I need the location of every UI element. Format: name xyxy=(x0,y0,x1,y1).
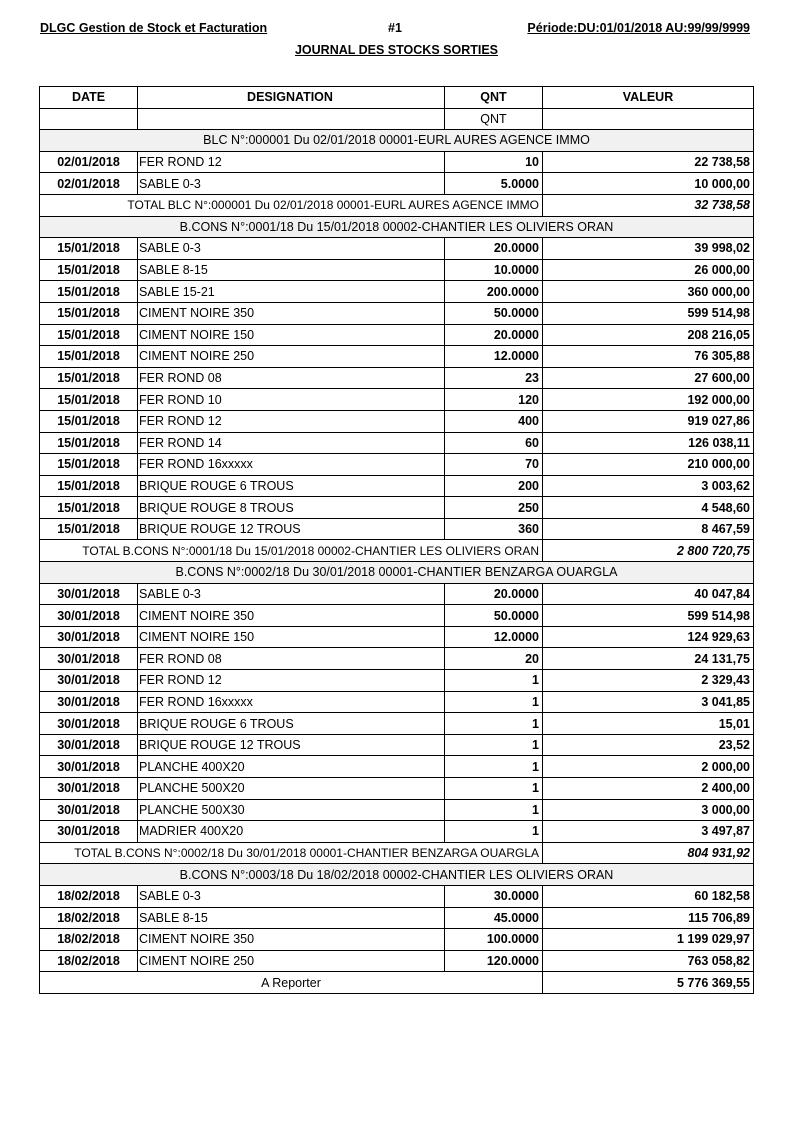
row-date: 30/01/2018 xyxy=(40,626,138,648)
row-qnt: 12.0000 xyxy=(445,346,543,368)
column-subheader-row xyxy=(40,108,754,130)
section-total-row xyxy=(40,540,754,562)
row-designation: PLANCHE 500X20 xyxy=(138,778,445,800)
document-section-header xyxy=(40,216,754,238)
section-total-value: 32 738,58 xyxy=(543,194,754,216)
row-valeur: 4 548,60 xyxy=(543,497,754,519)
section-title: B.CONS N°:0003/18 Du 18/02/2018 00002-CHANTIER LES OLIVIERS ORAN xyxy=(40,864,754,886)
row-valeur: 360 000,00 xyxy=(543,281,754,303)
row-valeur: 919 027,86 xyxy=(543,410,754,432)
row-date: 15/01/2018 xyxy=(40,432,138,454)
row-date: 18/02/2018 xyxy=(40,907,138,929)
row-qnt: 20 xyxy=(445,648,543,670)
row-qnt: 1 xyxy=(445,756,543,778)
row-designation: CIMENT NOIRE 150 xyxy=(138,324,445,346)
row-designation: SABLE 8-15 xyxy=(138,259,445,281)
row-date: 18/02/2018 xyxy=(40,950,138,972)
row-qnt: 1 xyxy=(445,799,543,821)
row-designation: PLANCHE 500X30 xyxy=(138,799,445,821)
row-valeur: 124 929,63 xyxy=(543,626,754,648)
row-qnt: 1 xyxy=(445,734,543,756)
row-valeur: 8 467,59 xyxy=(543,518,754,540)
row-designation: BRIQUE ROUGE 12 TROUS xyxy=(138,734,445,756)
row-qnt: 1 xyxy=(445,713,543,735)
row-valeur: 1 199 029,97 xyxy=(543,929,754,951)
table-row xyxy=(40,648,754,670)
row-valeur: 3 000,00 xyxy=(543,799,754,821)
table-row xyxy=(40,302,754,324)
report-value: 5 776 369,55 xyxy=(543,972,754,994)
table-row xyxy=(40,799,754,821)
subheader-empty xyxy=(543,108,754,130)
row-date: 15/01/2018 xyxy=(40,367,138,389)
row-designation: FER ROND 08 xyxy=(138,648,445,670)
row-valeur: 60 182,58 xyxy=(543,885,754,907)
row-qnt: 1 xyxy=(445,670,543,692)
row-valeur: 2 000,00 xyxy=(543,756,754,778)
section-title: B.CONS N°:0002/18 Du 30/01/2018 00001-CHANTIER BENZARGA OUARGLA xyxy=(40,562,754,584)
section-total-value: 2 800 720,75 xyxy=(543,540,754,562)
row-qnt: 400 xyxy=(445,410,543,432)
table-row xyxy=(40,821,754,843)
row-designation: FER ROND 16xxxxx xyxy=(138,691,445,713)
row-designation: SABLE 0-3 xyxy=(138,583,445,605)
row-qnt: 70 xyxy=(445,454,543,476)
row-qnt: 200 xyxy=(445,475,543,497)
table-row xyxy=(40,173,754,195)
table-row xyxy=(40,518,754,540)
document-section-header xyxy=(40,130,754,152)
row-date: 02/01/2018 xyxy=(40,173,138,195)
row-date: 02/01/2018 xyxy=(40,151,138,173)
row-designation: CIMENT NOIRE 350 xyxy=(138,302,445,324)
row-designation: SABLE 0-3 xyxy=(138,885,445,907)
row-designation: CIMENT NOIRE 350 xyxy=(138,929,445,951)
row-valeur: 763 058,82 xyxy=(543,950,754,972)
row-designation: SABLE 0-3 xyxy=(138,238,445,260)
column-header-valeur: VALEUR xyxy=(543,87,754,109)
row-date: 15/01/2018 xyxy=(40,518,138,540)
row-designation: PLANCHE 400X20 xyxy=(138,756,445,778)
row-qnt: 200.0000 xyxy=(445,281,543,303)
table-row xyxy=(40,605,754,627)
section-total-label: TOTAL B.CONS N°:0001/18 Du 15/01/2018 00002-CHANTIER LES OLIVIERS ORAN xyxy=(40,540,543,562)
document-section-header xyxy=(40,562,754,584)
section-total-label: TOTAL BLC N°:000001 Du 02/01/2018 00001-EURL AURES AGENCE IMMO xyxy=(40,194,543,216)
table-row xyxy=(40,475,754,497)
row-designation: CIMENT NOIRE 250 xyxy=(138,346,445,368)
table-row xyxy=(40,324,754,346)
row-date: 30/01/2018 xyxy=(40,734,138,756)
row-valeur: 2 329,43 xyxy=(543,670,754,692)
row-designation: FER ROND 12 xyxy=(138,151,445,173)
section-total-row xyxy=(40,842,754,864)
row-qnt: 1 xyxy=(445,691,543,713)
row-date: 30/01/2018 xyxy=(40,648,138,670)
report-row xyxy=(40,972,754,994)
row-qnt: 20.0000 xyxy=(445,324,543,346)
row-designation: SABLE 8-15 xyxy=(138,907,445,929)
row-valeur: 3 497,87 xyxy=(543,821,754,843)
table-row xyxy=(40,410,754,432)
row-valeur: 26 000,00 xyxy=(543,259,754,281)
table-row xyxy=(40,238,754,260)
journal-title: JOURNAL DES STOCKS SORTIES xyxy=(294,43,499,57)
table-row xyxy=(40,885,754,907)
row-date: 15/01/2018 xyxy=(40,281,138,303)
row-designation: CIMENT NOIRE 250 xyxy=(138,950,445,972)
row-date: 30/01/2018 xyxy=(40,756,138,778)
column-header-row xyxy=(40,87,754,109)
row-valeur: 15,01 xyxy=(543,713,754,735)
row-qnt: 360 xyxy=(445,518,543,540)
table-row xyxy=(40,281,754,303)
row-designation: BRIQUE ROUGE 8 TROUS xyxy=(138,497,445,519)
table-row xyxy=(40,907,754,929)
table-row xyxy=(40,497,754,519)
row-qnt: 10.0000 xyxy=(445,259,543,281)
row-date: 30/01/2018 xyxy=(40,778,138,800)
row-qnt: 60 xyxy=(445,432,543,454)
row-designation: FER ROND 08 xyxy=(138,367,445,389)
row-designation: CIMENT NOIRE 150 xyxy=(138,626,445,648)
row-date: 30/01/2018 xyxy=(40,691,138,713)
table-row xyxy=(40,950,754,972)
row-date: 15/01/2018 xyxy=(40,389,138,411)
row-qnt: 100.0000 xyxy=(445,929,543,951)
table-row xyxy=(40,670,754,692)
report-label: A Reporter xyxy=(40,972,543,994)
subheader-empty xyxy=(40,108,138,130)
row-date: 15/01/2018 xyxy=(40,454,138,476)
row-valeur: 3 041,85 xyxy=(543,691,754,713)
row-qnt: 250 xyxy=(445,497,543,519)
row-designation: BRIQUE ROUGE 6 TROUS xyxy=(138,475,445,497)
row-date: 30/01/2018 xyxy=(40,799,138,821)
row-valeur: 24 131,75 xyxy=(543,648,754,670)
journal-table xyxy=(39,86,754,994)
period-range: Période:DU:01/01/2018 AU:99/99/9999 xyxy=(527,21,750,35)
row-date: 15/01/2018 xyxy=(40,475,138,497)
row-designation: BRIQUE ROUGE 12 TROUS xyxy=(138,518,445,540)
row-date: 18/02/2018 xyxy=(40,929,138,951)
row-valeur: 115 706,89 xyxy=(543,907,754,929)
table-row xyxy=(40,432,754,454)
column-subheader-qnt: QNT xyxy=(445,108,543,130)
page-number: #1 xyxy=(388,21,402,35)
row-date: 15/01/2018 xyxy=(40,497,138,519)
table-row xyxy=(40,626,754,648)
row-designation: BRIQUE ROUGE 6 TROUS xyxy=(138,713,445,735)
row-date: 15/01/2018 xyxy=(40,259,138,281)
section-total-value: 804 931,92 xyxy=(543,842,754,864)
row-qnt: 12.0000 xyxy=(445,626,543,648)
row-date: 15/01/2018 xyxy=(40,410,138,432)
section-total-label: TOTAL B.CONS N°:0002/18 Du 30/01/2018 00001-CHANTIER BENZARGA OUARGLA xyxy=(40,842,543,864)
section-title: B.CONS N°:0001/18 Du 15/01/2018 00002-CHANTIER LES OLIVIERS ORAN xyxy=(40,216,754,238)
row-qnt: 45.0000 xyxy=(445,907,543,929)
row-valeur: 76 305,88 xyxy=(543,346,754,368)
row-designation: FER ROND 10 xyxy=(138,389,445,411)
row-date: 15/01/2018 xyxy=(40,324,138,346)
table-row xyxy=(40,367,754,389)
table-row xyxy=(40,389,754,411)
row-designation: FER ROND 12 xyxy=(138,670,445,692)
column-header-date: DATE xyxy=(40,87,138,109)
row-date: 30/01/2018 xyxy=(40,670,138,692)
table-row xyxy=(40,259,754,281)
table-row xyxy=(40,778,754,800)
row-valeur: 10 000,00 xyxy=(543,173,754,195)
row-qnt: 20.0000 xyxy=(445,238,543,260)
row-date: 15/01/2018 xyxy=(40,302,138,324)
section-total-row xyxy=(40,194,754,216)
row-valeur: 27 600,00 xyxy=(543,367,754,389)
row-valeur: 39 998,02 xyxy=(543,238,754,260)
row-qnt: 1 xyxy=(445,778,543,800)
table-row xyxy=(40,346,754,368)
row-designation: MADRIER 400X20 xyxy=(138,821,445,843)
row-valeur: 126 038,11 xyxy=(543,432,754,454)
row-designation: SABLE 15-21 xyxy=(138,281,445,303)
row-valeur: 2 400,00 xyxy=(543,778,754,800)
row-designation: SABLE 0-3 xyxy=(138,173,445,195)
row-valeur: 192 000,00 xyxy=(543,389,754,411)
row-designation: FER ROND 16xxxxx xyxy=(138,454,445,476)
row-qnt: 20.0000 xyxy=(445,583,543,605)
row-valeur: 210 000,00 xyxy=(543,454,754,476)
row-valeur: 3 003,62 xyxy=(543,475,754,497)
row-designation: CIMENT NOIRE 350 xyxy=(138,605,445,627)
table-row xyxy=(40,929,754,951)
row-date: 30/01/2018 xyxy=(40,821,138,843)
row-date: 15/01/2018 xyxy=(40,238,138,260)
section-title: BLC N°:000001 Du 02/01/2018 00001-EURL AURES AGENCE IMMO xyxy=(40,130,754,152)
row-qnt: 30.0000 xyxy=(445,885,543,907)
row-designation: FER ROND 14 xyxy=(138,432,445,454)
table-row xyxy=(40,734,754,756)
table-row xyxy=(40,756,754,778)
row-date: 18/02/2018 xyxy=(40,885,138,907)
journal-body xyxy=(40,130,754,972)
column-header-qnt: QNT xyxy=(445,87,543,109)
document-section-header xyxy=(40,864,754,886)
row-designation: FER ROND 12 xyxy=(138,410,445,432)
table-row xyxy=(40,454,754,476)
row-qnt: 120 xyxy=(445,389,543,411)
subheader-empty xyxy=(138,108,445,130)
app-title: DLGC Gestion de Stock et Facturation xyxy=(40,21,268,35)
row-date: 30/01/2018 xyxy=(40,605,138,627)
row-qnt: 5.0000 xyxy=(445,173,543,195)
row-date: 15/01/2018 xyxy=(40,346,138,368)
row-valeur: 40 047,84 xyxy=(543,583,754,605)
row-date: 30/01/2018 xyxy=(40,583,138,605)
row-qnt: 10 xyxy=(445,151,543,173)
row-qnt: 50.0000 xyxy=(445,302,543,324)
table-row xyxy=(40,691,754,713)
row-valeur: 599 514,98 xyxy=(543,302,754,324)
row-valeur: 599 514,98 xyxy=(543,605,754,627)
row-valeur: 22 738,58 xyxy=(543,151,754,173)
column-header-designation: DESIGNATION xyxy=(138,87,445,109)
row-qnt: 23 xyxy=(445,367,543,389)
row-valeur: 23,52 xyxy=(543,734,754,756)
table-row xyxy=(40,713,754,735)
row-valeur: 208 216,05 xyxy=(543,324,754,346)
row-qnt: 120.0000 xyxy=(445,950,543,972)
row-qnt: 50.0000 xyxy=(445,605,543,627)
row-date: 30/01/2018 xyxy=(40,713,138,735)
row-qnt: 1 xyxy=(445,821,543,843)
table-row xyxy=(40,583,754,605)
table-row xyxy=(40,151,754,173)
